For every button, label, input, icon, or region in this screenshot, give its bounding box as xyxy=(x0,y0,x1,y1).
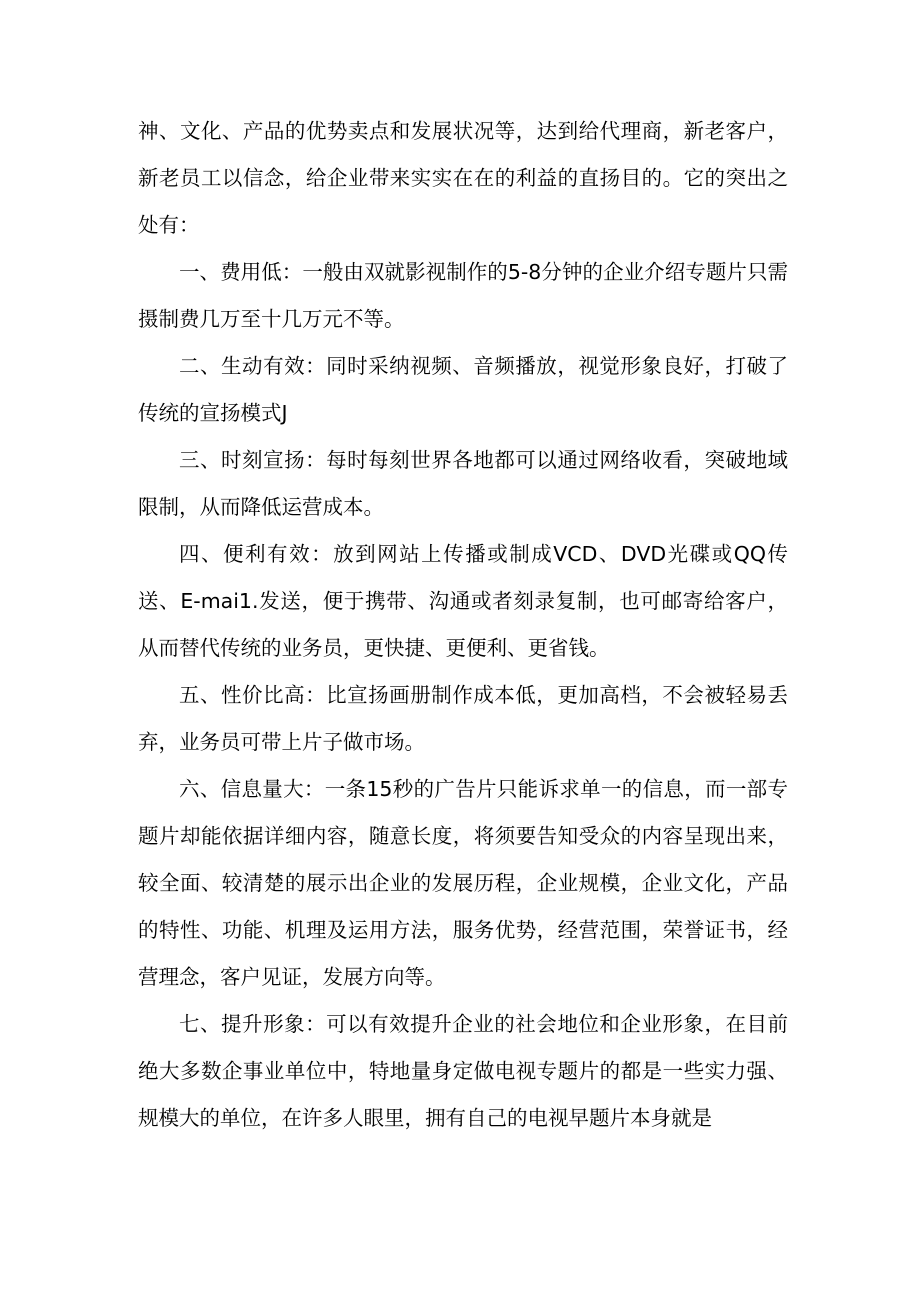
paragraph-point-3: 三、时刻宣扬：每时每刻世界各地都可以通过网络收看，突破地域限制，从而降低运营成本。 xyxy=(138,448,788,519)
paragraph-intro: 神、文化、产品的优势卖点和发展状况等，达到给代理商，新老客户，新老员工以信念，给企业带来实实在在的利益的直扬目的。它的突出之处有： xyxy=(138,119,788,237)
paragraph-point-6: 六、信息量大：一条15秒的广告片只能诉求单一的信息，而一部专题片却能依据详细内容，随意长度，将须要告知受众的内容呈现出来，较全面、较清楚的展示出企业的发展历程，企业规模，企业文化，产品的特性、功能、机理及运用方法，服务优势，经营范围，荣誉证书，经营理念，客户见证，发展方向等。 xyxy=(138,777,788,989)
body-text xyxy=(138,108,788,1142)
paragraph-point-1: 一、费用低：一般由双就影视制作的5-8分钟的企业介绍专题片只需摄制费几万至十几万元不等。 xyxy=(138,260,788,331)
paragraph-point-5: 五、性价比高：比宣扬画册制作成本低，更加高档，不会被轻易丢弃，业务员可带上片子做市场。 xyxy=(138,683,788,754)
paragraph-point-4: 四、便利有效：放到网站上传播或制成VCD、DVD光碟或QQ传送、E-mai1.发送，便于携带、沟通或者刻录复制，也可邮寄给客户，从而替代传统的业务员，更快捷、更便利、更省钱。 xyxy=(138,542,788,660)
paragraph-point-2: 二、生动有效：同时采纳视频、音频播放，视觉形象良好，打破了传统的宣扬模式J xyxy=(138,354,788,425)
paragraph-point-7: 七、提升形象：可以有效提升企业的社会地位和企业形象，在目前绝大多数企事业单位中，特地量身定做电视专题片的都是一些实力强、规模大的单位，在许多人眼里，拥有自己的电视早题片本身就是 xyxy=(138,1012,788,1130)
